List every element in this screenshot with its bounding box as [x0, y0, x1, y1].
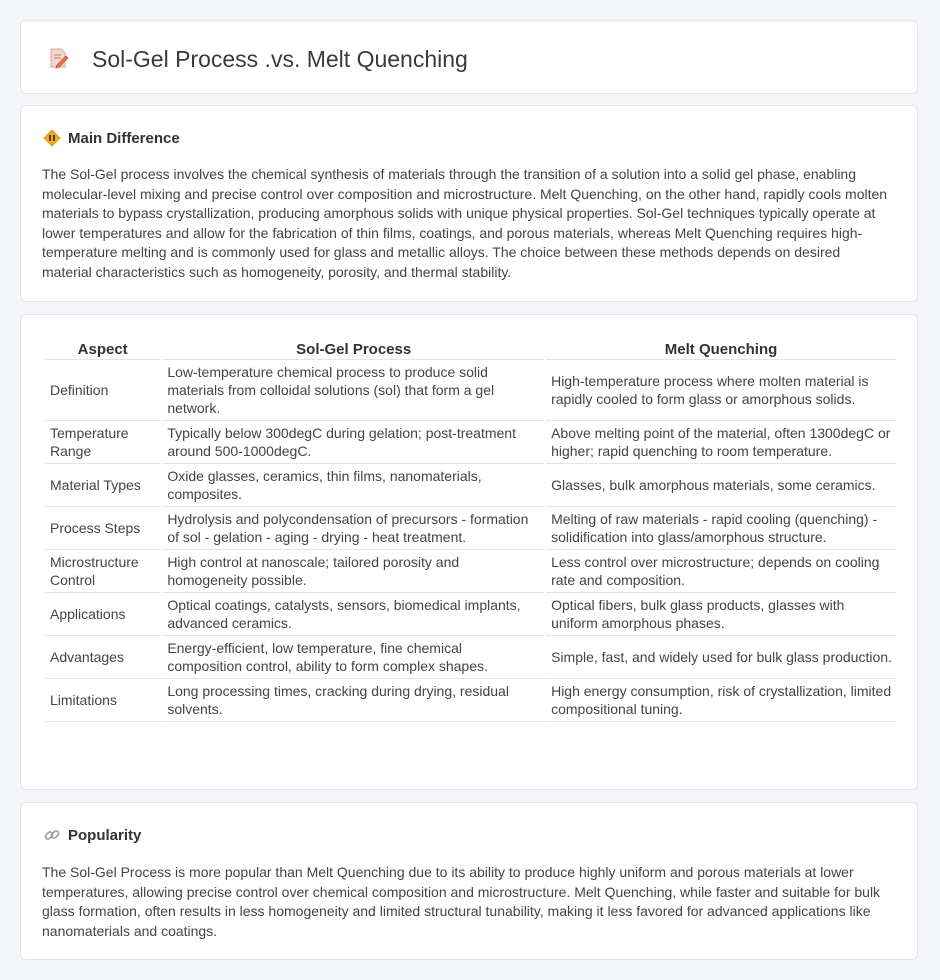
row-melt-quenching: Less control over microstructure; depends on cooling rate and composition.	[546, 550, 896, 593]
table-header-row	[44, 335, 896, 360]
main-difference-header	[43, 128, 180, 148]
comparison-section	[20, 314, 918, 790]
main-difference-section	[20, 105, 918, 302]
row-sol-gel: Typically below 300degC during gelation; post-treatment around 500-1000degC.	[163, 421, 544, 464]
table-row	[44, 679, 896, 722]
popularity-header	[43, 825, 141, 845]
table-row	[44, 636, 896, 679]
link-icon	[43, 826, 61, 844]
diamond-warning-icon	[43, 129, 61, 147]
table-row	[44, 593, 896, 636]
table-row	[44, 464, 896, 507]
header-card	[20, 20, 918, 94]
popularity-section	[20, 802, 918, 960]
row-aspect: Advantages	[44, 636, 161, 679]
row-aspect: Process Steps	[44, 507, 161, 550]
row-aspect: Limitations	[44, 679, 161, 722]
document-pencil-icon	[47, 47, 69, 69]
header-melt-quenching: Melt Quenching	[546, 335, 896, 360]
row-aspect: Definition	[44, 360, 161, 421]
row-sol-gel: Oxide glasses, ceramics, thin films, nanomaterials, composites.	[163, 464, 544, 507]
header-aspect: Aspect	[44, 335, 161, 360]
page-title: Sol-Gel Process .vs. Melt Quenching	[92, 46, 468, 72]
row-aspect: Applications	[44, 593, 161, 636]
table-row	[44, 550, 896, 593]
header-sol-gel: Sol-Gel Process	[163, 335, 544, 360]
row-aspect: Microstructure Control	[44, 550, 161, 593]
row-melt-quenching: Optical fibers, bulk glass products, glasses with uniform amorphous phases.	[546, 593, 896, 636]
row-aspect: Temperature Range	[44, 421, 161, 464]
table-row	[44, 421, 896, 464]
row-sol-gel: Long processing times, cracking during drying, residual solvents.	[163, 679, 544, 722]
row-aspect: Material Types	[44, 464, 161, 507]
main-difference-text: The Sol-Gel process involves the chemical synthesis of materials through the transition of a solution into a solid gel phase, enabling molecular-level mixing and precise control over composition and microstructure. Melt Quenching, on the other hand, rapidly cools molten materials to bypass crystallization, producing amorphous solids with unique physical properties. Sol-Gel techniques typically operate at lower temperatures and allow for the fabrication of thin films, coatings, and porous materials, whereas Melt Quenching requires high-temperature melting and is commonly used for glass and metallic alloys. The choice between these methods depends on desired material characteristics such as homogeneity, porosity, and thermal stability.	[42, 166, 888, 280]
popularity-heading: Popularity	[68, 826, 142, 844]
row-melt-quenching: High-temperature process where molten material is rapidly cooled to form glass or amorphous solids.	[546, 360, 896, 421]
row-melt-quenching: Simple, fast, and widely used for bulk glass production.	[546, 636, 896, 679]
row-sol-gel: Low-temperature chemical process to produce solid materials from colloidal solutions (sol) that form a gel network.	[163, 360, 544, 421]
popularity-text: The Sol-Gel Process is more popular than Melt Quenching due to its ability to produce highly uniform and porous materials at lower temperatures, allowing precise control over chemical composition and microstructure. Melt Quenching, while faster and suitable for bulk glass formation, often results in less homogeneity and limited structural tunability, making it less favored for advanced applications like nanomaterials and coatings.	[42, 864, 881, 939]
row-melt-quenching: Above melting point of the material, often 1300degC or higher; rapid quenching to room temperature.	[546, 421, 896, 464]
row-sol-gel: High control at nanoscale; tailored porosity and homogeneity possible.	[163, 550, 544, 593]
comparison-table	[42, 335, 898, 722]
row-sol-gel: Hydrolysis and polycondensation of precursors - formation of sol - gelation - aging - drying - heat treatment.	[163, 507, 544, 550]
table-row	[44, 507, 896, 550]
main-difference-heading: Main Difference	[68, 129, 180, 147]
row-sol-gel: Optical coatings, catalysts, sensors, biomedical implants, advanced ceramics.	[163, 593, 544, 636]
row-melt-quenching: Glasses, bulk amorphous materials, some ceramics.	[546, 464, 896, 507]
row-melt-quenching: Melting of raw materials - rapid cooling (quenching) - solidification into glass/amorphous structure.	[546, 507, 896, 550]
row-melt-quenching: High energy consumption, risk of crystallization, limited compositional tuning.	[546, 679, 896, 722]
table-row	[44, 360, 896, 421]
row-sol-gel: Energy-efficient, low temperature, fine chemical composition control, ability to form complex shapes.	[163, 636, 544, 679]
